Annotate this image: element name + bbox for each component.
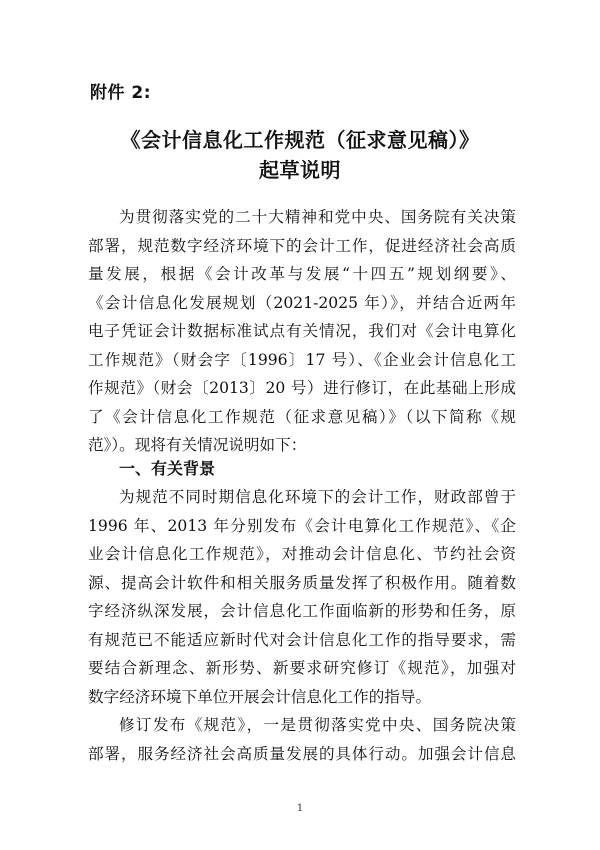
text-line: 为贯彻落实党的二十大精神和党中央、国务院有关决策: [119, 208, 516, 226]
text-line: 电子凭证会计数据标准试点有关情况，我们对《会计电算化: [88, 322, 516, 340]
text-line: 量发展，根据《会计改革与发展“十四五”规划纲要》、: [88, 265, 516, 283]
text-line: 《会计信息化发展规划（2021-2025 年）》，并结合近两年: [88, 293, 516, 312]
text-line: 作规范》（财会〔2013〕20 号）进行修订，在此基础上形成: [88, 379, 516, 397]
text-line: 为规范不同时期信息化环境下的会计工作，财政部曾于: [119, 488, 516, 506]
document-title: 《会计信息化工作规范（征求意见稿）》: [120, 128, 480, 152]
section-heading-background: 一、有关背景: [119, 459, 216, 478]
text-line: 工作规范》（财会字〔1996〕17 号）、《企业会计信息化工: [88, 350, 516, 369]
text-line: 字经济纵深发展，会计信息化工作面临新的形势和任务，原: [88, 602, 516, 620]
page-number: 1: [296, 803, 304, 814]
text-line: 修订发布《规范》，一是贯彻落实党中央、国务院决策: [119, 716, 516, 734]
text-line: 部署，服务经济社会高质量发展的具体行动。加强会计信息: [88, 744, 516, 763]
document-subtitle: 起草说明: [259, 158, 341, 182]
text-line: 源、提高会计软件和相关服务质量发挥了积极作用。随着数: [88, 573, 516, 592]
revision-paragraph: [88, 711, 516, 768]
text-line: 业会计信息化工作规范》，对推动会计信息化、节约社会资: [88, 545, 516, 563]
background-paragraph: [88, 483, 516, 711]
intro-paragraph: [88, 203, 516, 460]
text-line: 1996 年、2013 年分别发布《会计电算化工作规范》、《企: [88, 516, 516, 535]
text-line: 数字经济环境下单位开展会计信息化工作的指导。: [88, 687, 432, 706]
text-line: 要结合新理念、新形势、新要求研究修订《规范》，加强对: [88, 659, 516, 677]
text-line: 有规范已不能适应新时代对会计信息化工作的指导要求，需: [88, 630, 516, 649]
text-line: 范》）。现将有关情况说明如下：: [88, 436, 307, 454]
attachment-label: 附件 2:: [90, 83, 152, 103]
text-line: 了《会计信息化工作规范（征求意见稿）》（以下简称《规: [88, 407, 516, 426]
text-line: 部署，规范数字经济环境下的会计工作，促进经济社会高质: [88, 236, 516, 255]
